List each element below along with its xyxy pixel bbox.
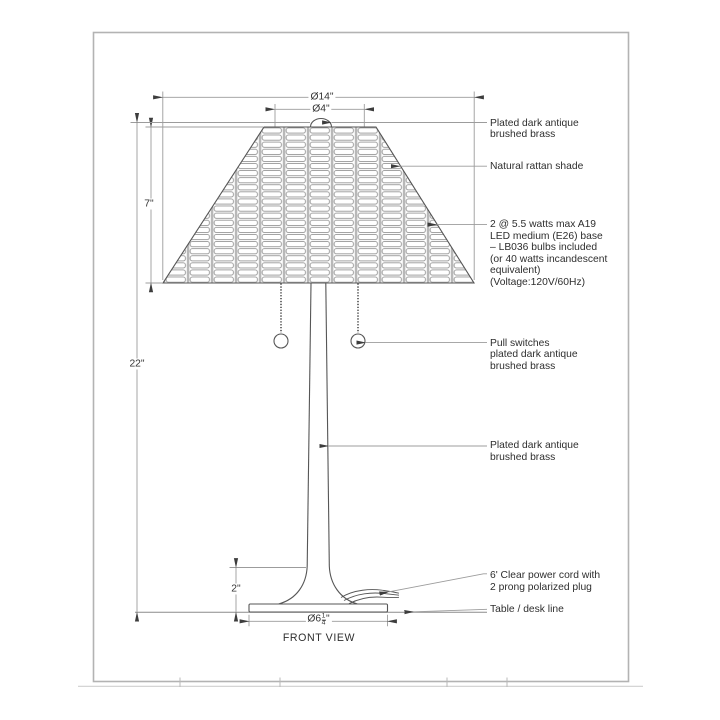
annotation-table bbox=[490, 604, 564, 616]
annotation-bulbs-line: 2 @ 5.5 watts max A19 bbox=[490, 219, 597, 231]
annotation-bulbs-line: (Voltage:120V/60Hz) bbox=[490, 276, 586, 288]
base-plate bbox=[249, 604, 388, 612]
dim-label-shade-bottom-diameter: Ø14" bbox=[310, 91, 334, 103]
leader-cord bbox=[389, 574, 487, 592]
annotation-bulbs bbox=[490, 219, 607, 288]
annotation-stem-line: brushed brass bbox=[490, 451, 556, 463]
base-diameter-prefix: Ø6 bbox=[307, 613, 322, 625]
annotation-bulbs-line: – LB036 bulbs included bbox=[490, 242, 598, 254]
annotation-cord-line: 6' Clear power cord with bbox=[490, 570, 601, 582]
annotation-switches-line: brushed brass bbox=[490, 360, 556, 372]
pull-ball-right bbox=[351, 334, 365, 348]
dim-label-shade-top-diameter: Ø4" bbox=[312, 103, 330, 115]
lamp-stem-base bbox=[249, 284, 399, 613]
leader-table bbox=[414, 609, 487, 612]
base-diameter-denominator: 4 bbox=[321, 619, 326, 627]
dim-label-base-diameter bbox=[305, 613, 331, 626]
view-label: FRONT VIEW bbox=[282, 631, 356, 644]
annotation-cord bbox=[490, 570, 600, 593]
annotation-table-line: Table / desk line bbox=[490, 604, 564, 616]
annotation-stem-line: Plated dark antique bbox=[490, 440, 579, 451]
base-diameter-numerator: 1 bbox=[321, 612, 326, 620]
annotation-bulbs-line: LED medium (E26) base bbox=[490, 230, 603, 242]
dim-label-shade-height: 7" bbox=[144, 198, 154, 210]
annotation-switches-line: Pull switches bbox=[490, 337, 550, 349]
rattan-shade bbox=[163, 119, 474, 284]
annotation-switches bbox=[490, 338, 578, 373]
annotation-cord-line: 2 prong polarized plug bbox=[490, 581, 592, 593]
finial-dome bbox=[311, 119, 332, 128]
annotation-shade-line: Natural rattan shade bbox=[490, 161, 584, 172]
base-diameter-suffix: " bbox=[325, 613, 330, 625]
annotation-stem bbox=[490, 440, 579, 463]
base-diameter-fraction bbox=[322, 614, 326, 626]
pull-ball-left bbox=[274, 334, 288, 348]
annotation-finial bbox=[490, 118, 579, 141]
annotation-shade bbox=[490, 161, 583, 173]
dim-label-base-height: 2" bbox=[231, 583, 241, 595]
annotation-finial-line: brushed brass bbox=[490, 129, 556, 140]
pull-switches bbox=[274, 284, 365, 349]
annotation-finial-line: Plated dark antique bbox=[490, 117, 579, 129]
dim-label-overall-height: 22" bbox=[129, 358, 145, 370]
annotation-bulbs-line: (or 40 watts incandescent bbox=[490, 253, 608, 265]
annotation-switches-line: plated dark antique bbox=[490, 349, 578, 360]
annotation-bulbs-line: equivalent) bbox=[490, 265, 541, 277]
